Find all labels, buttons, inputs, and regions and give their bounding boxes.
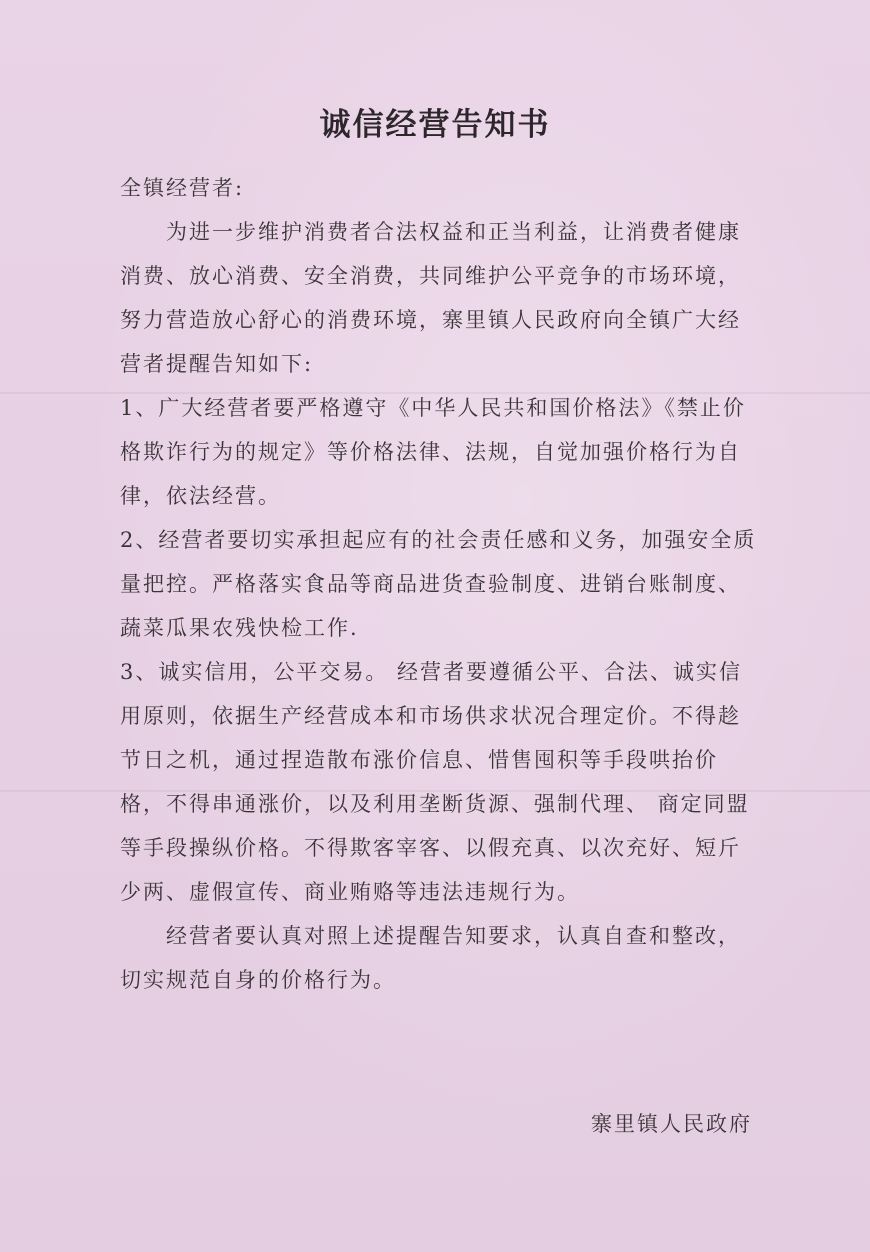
- signature: 寨里镇人民政府: [591, 1112, 752, 1136]
- intro-paragraph: 为进一步维护消费者合法权益和正当利益，让消费者健康消费、放心消费、安全消费，共同维护公平竞争的市场环境，努力营造放心舒心的消费环境，寨里镇人民政府向全镇广大经营者提醒告知如下:: [120, 220, 741, 376]
- salutation: 全镇经营者:: [120, 176, 245, 200]
- item-paragraph-2: 2、经营者要切实承担起应有的社会责任感和义务，加强安全质量把控。严格落实食品等商品进货查验制度、进销台账制度、蔬菜瓜果农残快检工作.: [120, 528, 757, 640]
- item-paragraph-3: 3、诚实信用，公平交易。 经营者要遵循公平、合法、诚实信用原则，依据生产经营成本和市场供求状况合理定价。不得趁节日之机，通过捏造散布涨价信息、惜售囤积等手段哄抬价格，不得串通涨价，以及利用垄断货源、强制代理、 商定同盟等手段操纵价格。不得欺客宰客、以假充真、以次充好、短斤少两、虚假宣传、商业贿赂等违法违规行为。: [120, 660, 750, 904]
- closing-paragraph: 经营者要认真对照上述提醒告知要求，认真自查和整改，切实规范自身的价格行为。: [120, 924, 741, 992]
- document-body: [120, 166, 760, 1002]
- item-paragraph-1: 1、广大经营者要严格遵守《中华人民共和国价格法》《禁止价格欺诈行为的规定》等价格法律、法规，自觉加强价格行为自律，依法经营。: [120, 396, 746, 508]
- document-title: 诚信经营告知书: [319, 107, 551, 143]
